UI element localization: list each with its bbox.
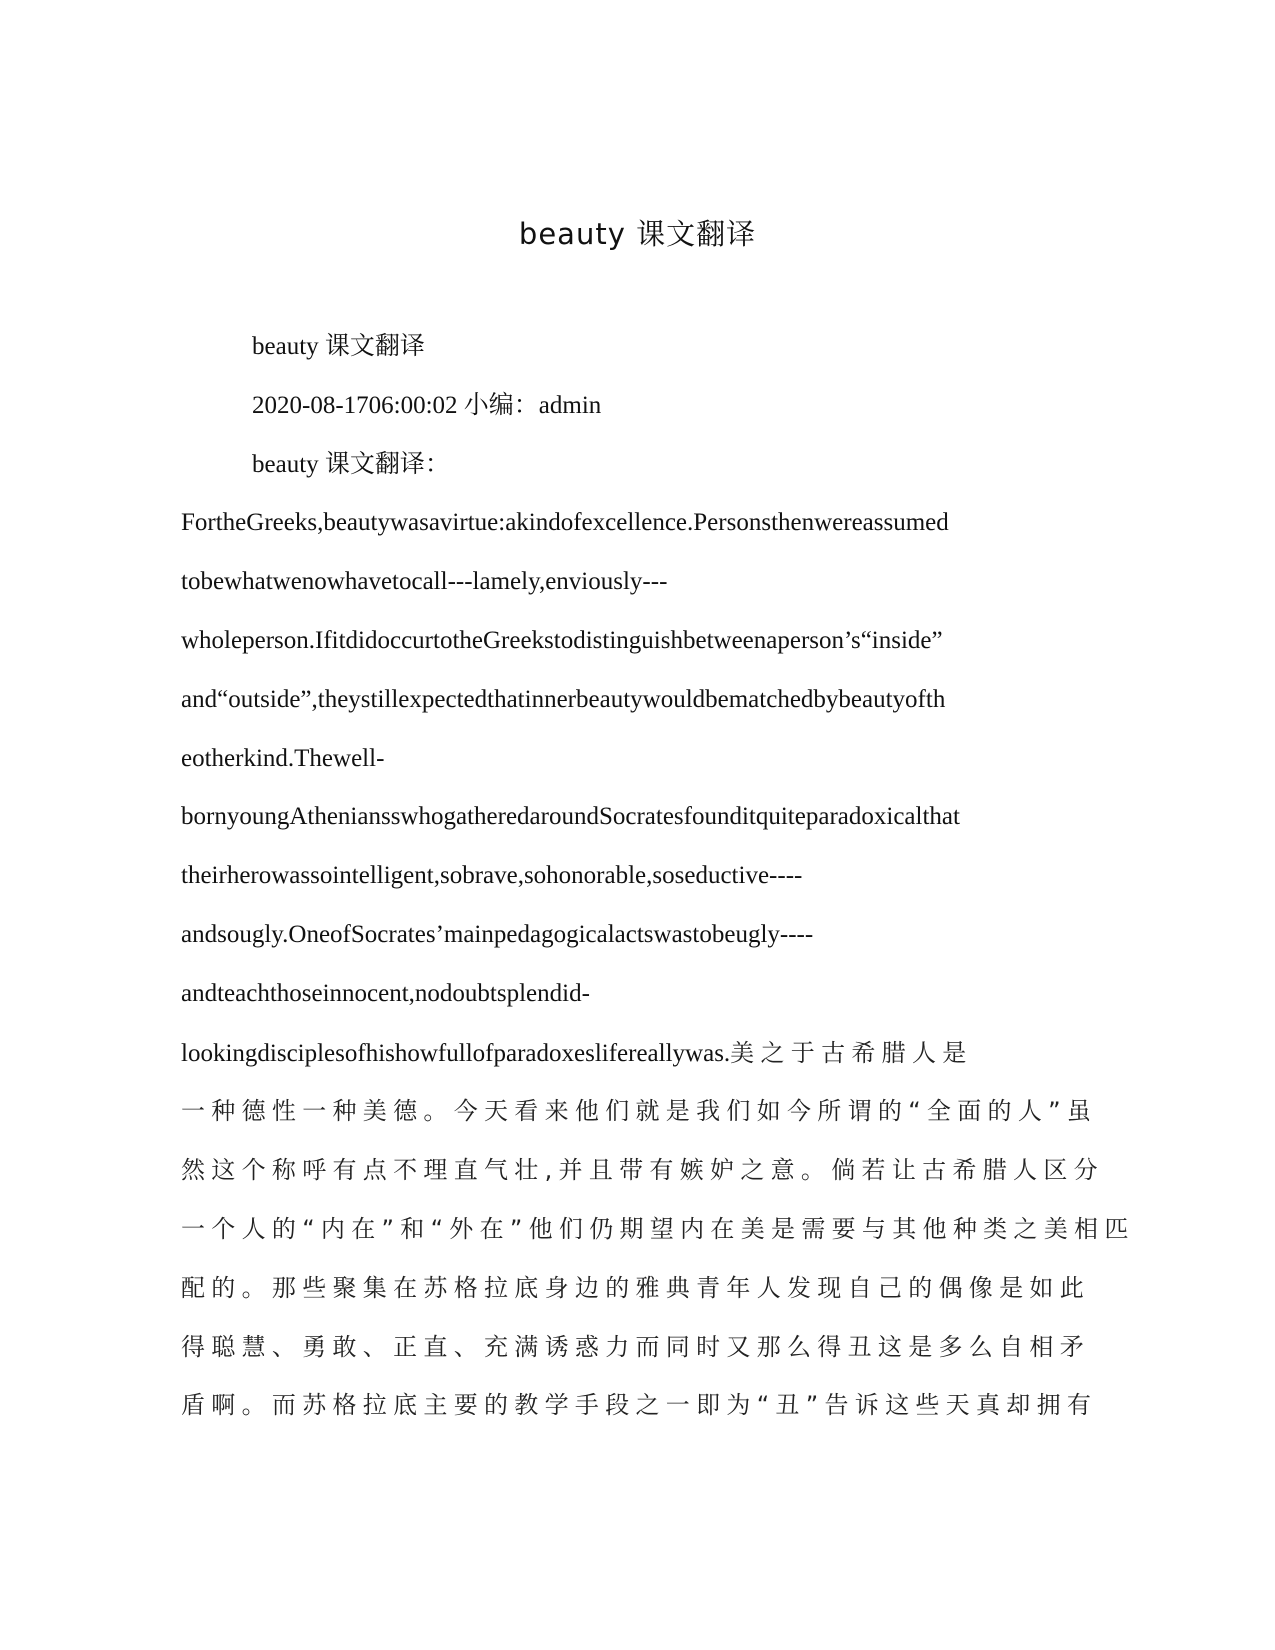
subtitle-line: beauty 课文翻译 [252, 333, 425, 360]
text-line-en: theirherowassointelligent,sobrave,sohonorable,soseductive---- [181, 862, 803, 890]
text-line-zh: 得聪慧、勇敢、正直、充满诱惑力而同时又那么得丑这是多么自相矛 [181, 1332, 1090, 1361]
text-line-en: eotherkind.Thewell- [181, 744, 385, 772]
text-line-en: andteachthoseinnocent,nodoubtsplendid- [181, 979, 590, 1007]
text-line-en: andsougly.OneofSocrates’mainpedagogicalactswastobeugly---- [181, 920, 814, 948]
text-line-en: and“outside”,theystillexpectedthatinnerbeautywouldbematchedbybeautyofth [181, 685, 946, 713]
text-line-mixed [181, 1024, 1033, 1083]
text-line-en: wholeperson.IfitdidoccurtotheGreekstodistinguishbetweenaperson’s“inside” [181, 626, 943, 654]
text-line-zh: 一种德性一种美德。今天看来他们就是我们如今所谓的“全面的人”虽 [181, 1097, 1098, 1126]
text-line-en: tobewhatwenowhavetocall---lamely,enviously--- [181, 568, 668, 596]
text-line-zh: 盾啊。而苏格拉底主要的教学手段之一即为“丑”告诉这些天真却拥有 [181, 1391, 1098, 1420]
text-span-zh: 美之于古希腊人是 [730, 1038, 973, 1067]
meta-line: 2020-08-1706:00:02 小编：admin [252, 391, 602, 419]
text-line-zh: 一个人的“内在”和“外在”他们仍期望内在美是需要与其他种类之美相匹 [181, 1214, 1135, 1243]
document-body [181, 318, 1135, 1435]
text-line-en: FortheGreeks,beautywasavirtue:akindofexcellence.Personsthenwereassumed [181, 509, 949, 537]
intro-line: beauty 课文翻译： [252, 450, 450, 478]
text-span-en: lookingdisciplesofhishowfullofparadoxeslifereallywas. [181, 1039, 731, 1067]
text-line-en: bornyoungAtheniansswhogatheredaroundSocratesfounditquiteparadoxicalthat [181, 803, 960, 831]
text-line-zh: 然这个称呼有点不理直气壮,并且带有嫉妒之意。倘若让古希腊人区分 [181, 1156, 1104, 1185]
text-line-zh: 配的。那些聚集在苏格拉底身边的雅典青年人发现自己的偶像是如此 [181, 1273, 1090, 1302]
document-title: beauty 课文翻译 [518, 217, 757, 251]
